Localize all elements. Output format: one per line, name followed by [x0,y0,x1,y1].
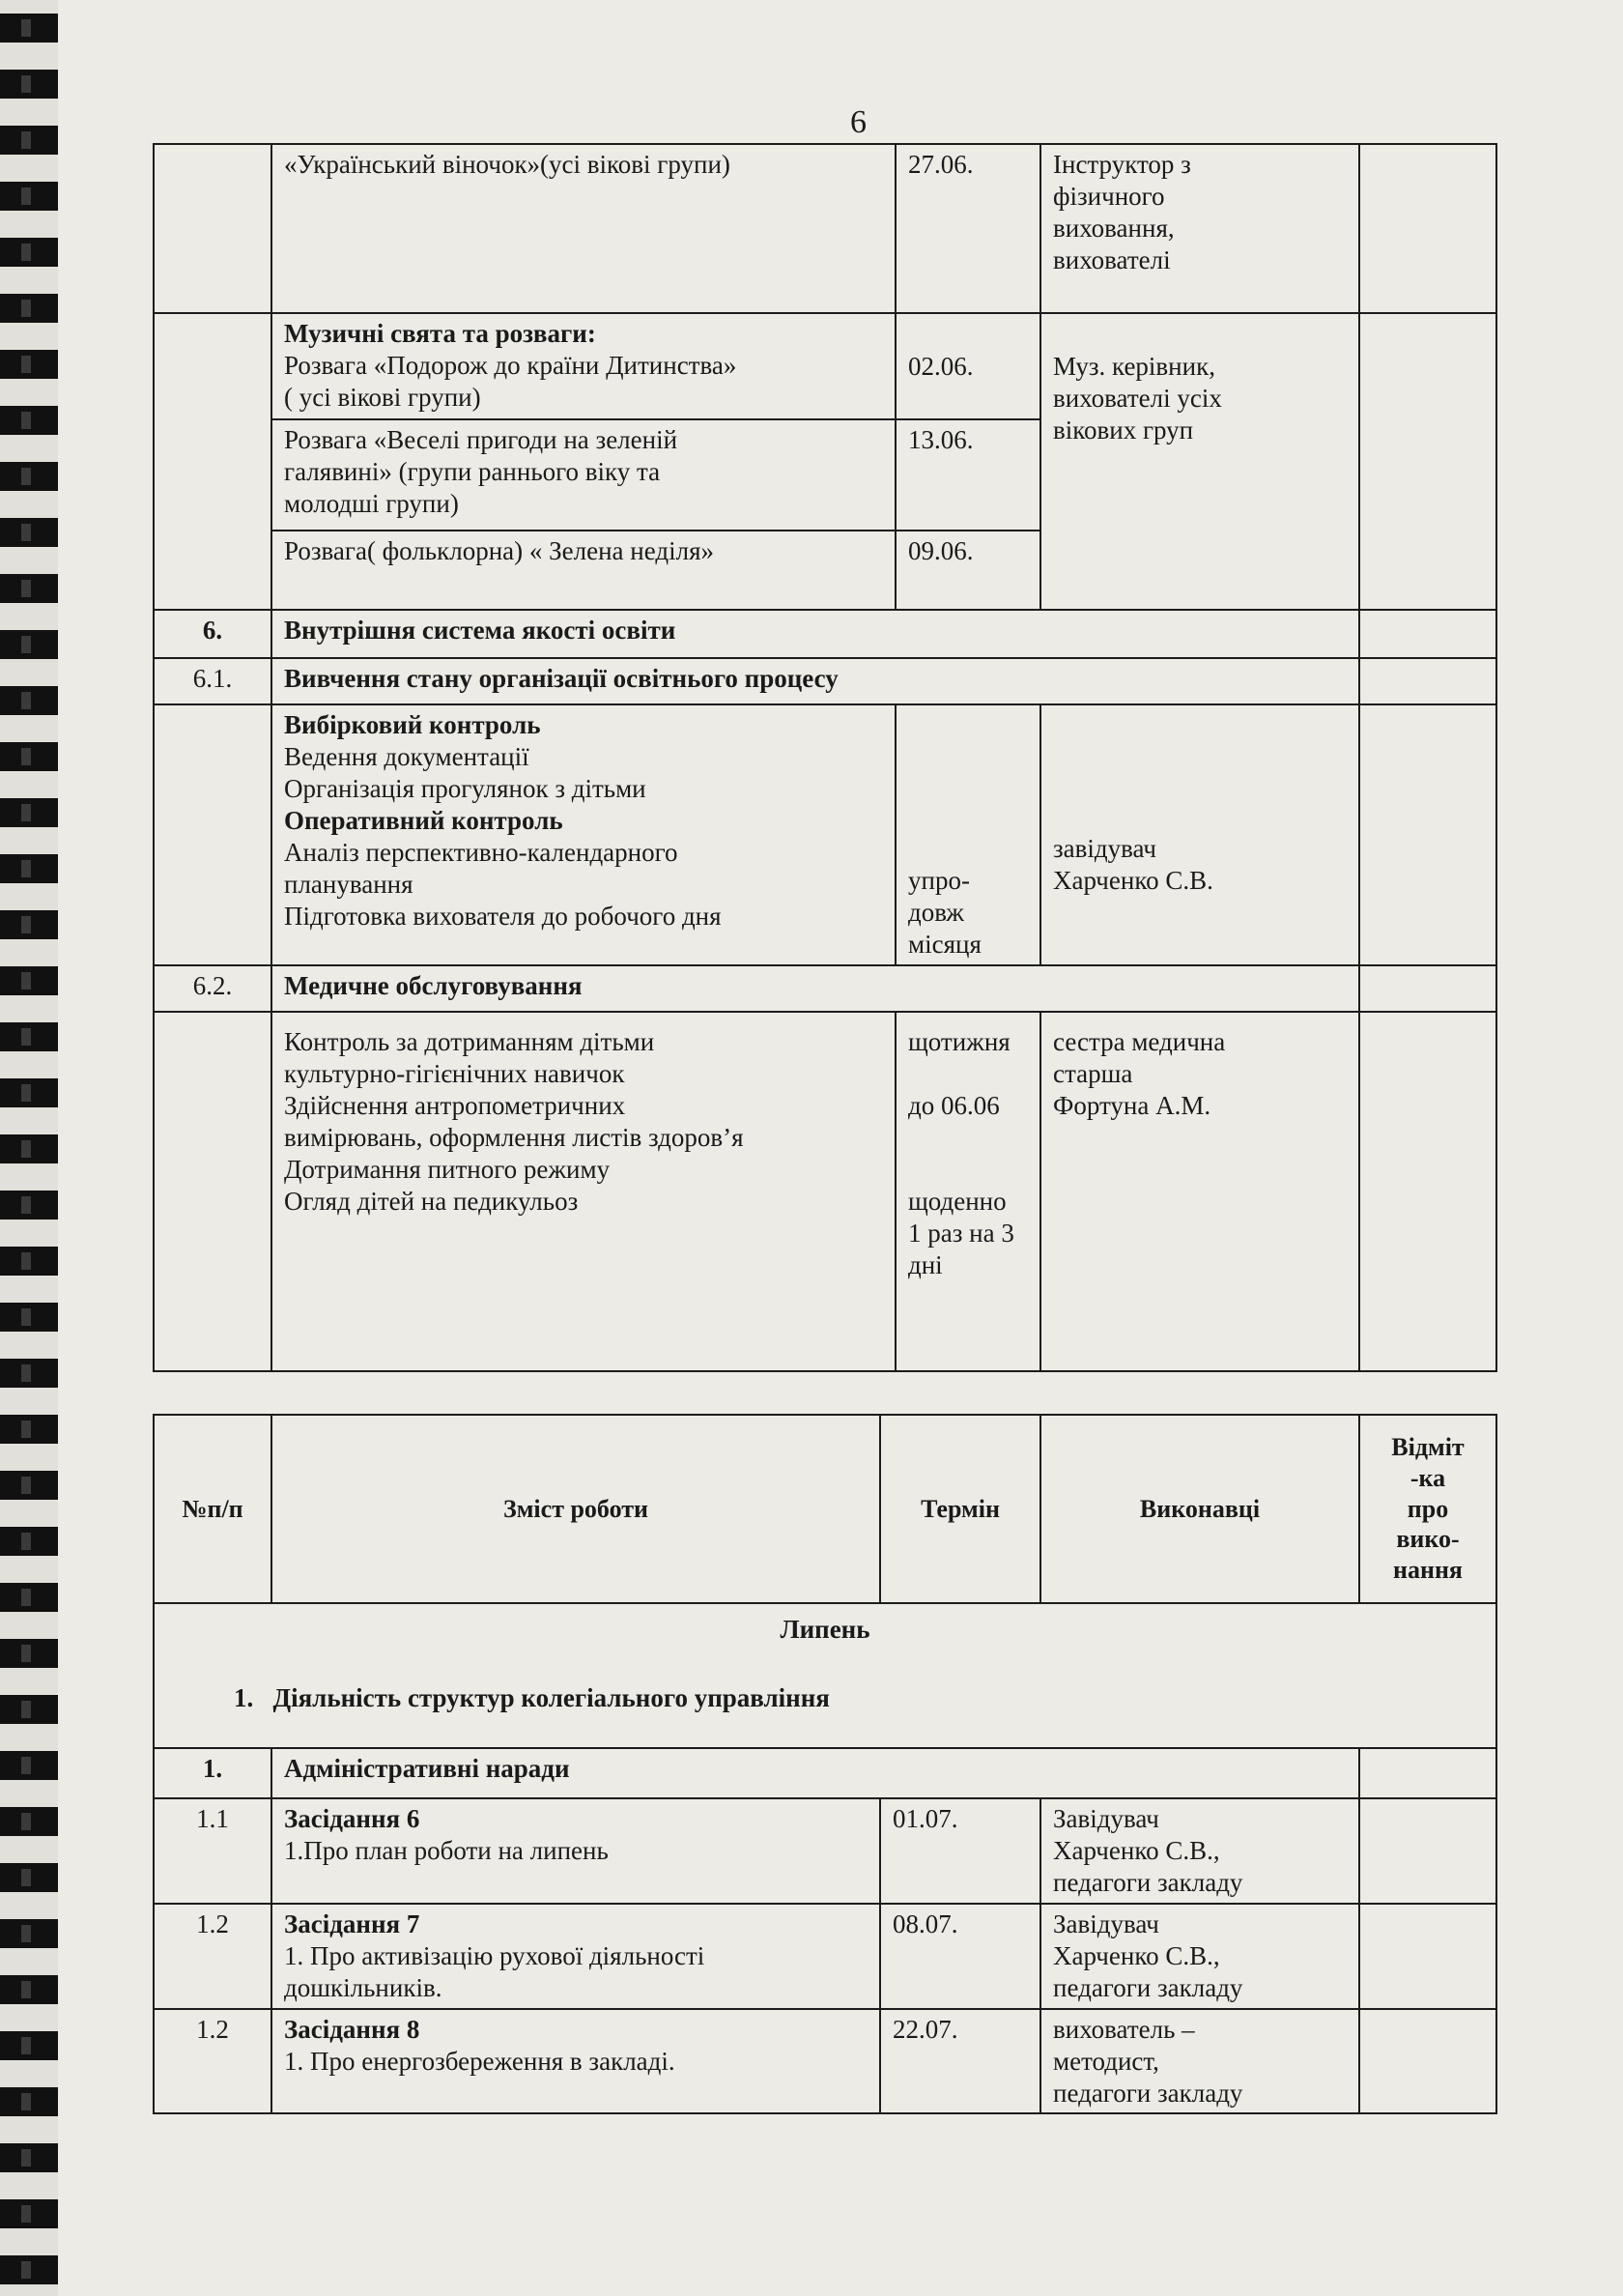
month-row [154,1603,1496,1748]
month-title: Липень [780,1615,870,1644]
section-row: 6.1. Вивчення стану організації освітнього процесу [154,658,1496,704]
term-cell: 13.06. [896,419,1040,531]
section-title: 1. Діяльність структур колегіального управління [234,1682,830,1712]
table-row [154,704,1496,965]
header-content: Зміст роботи [271,1415,880,1603]
content-cell: Розвага «Веселі пригоди на зеленій галявині» (групи раннього віку та молодші групи) [271,419,896,531]
term-cell: 27.06. [896,144,1040,313]
content-cell: Засідання 8 1. Про енергозбереження в закладі. [271,2009,880,2114]
header-num: №п/п [154,1415,271,1603]
content-cell: Засідання 6 1.Про план роботи на липень [271,1798,880,1904]
section-title: Медичне обслуговування [271,965,1359,1012]
term-cell: 22.07. [880,2009,1040,2114]
header-mark: Відміт -ка про вико- нання [1359,1415,1496,1603]
table-row [154,1012,1496,1371]
executors-cell: Інструктор з фізичного виховання, вихователі [1040,144,1359,313]
section-title: Адміністративні наради [271,1748,1359,1798]
term-cell: 09.06. [896,531,1040,610]
section-row: 6. Внутрішня система якості освіти [154,610,1496,658]
table-row [154,313,1496,419]
plan-table-july [153,1414,1497,2114]
content-cell: Музичні свята та розваги: Розвага «Подорож до країни Дитинства» ( усі вікові групи) [271,313,896,419]
term-cell: щотижня до 06.06 щоденно 1 раз на 3 дні [896,1012,1040,1371]
executors-cell: Муз. керівник, вихователі усіх вікових груп [1040,313,1359,610]
content-cell: «Український віночок»(усі вікові групи) [271,144,896,313]
table-header-row [154,1415,1496,1603]
plan-table-june [153,143,1497,1372]
executors-cell: Завідувач Харченко С.В., педагоги закладу [1040,1904,1359,2009]
header-term: Термін [880,1415,1040,1603]
content-cell: Вибірковий контроль Ведення документації Організація прогулянок з дітьми Оперативний контроль Аналіз перспективно-календарного планування Підготовка вихователя до робочого дня [271,704,896,965]
page-number: 6 [850,104,867,140]
header-executors: Виконавці [1040,1415,1359,1603]
section-title: Вивчення стану організації освітнього процесу [271,658,1359,704]
content-cell: Засідання 7 1. Про активізацію рухової діяльності дошкільників. [271,1904,880,2009]
content-cell: Розвага( фольклорна) « Зелена неділя» [271,531,896,610]
executors-cell: вихователь – методист, педагоги закладу [1040,2009,1359,2114]
section-title: Внутрішня система якості освіти [271,610,1359,658]
executors-cell: Завідувач Харченко С.В., педагоги закладу [1040,1798,1359,1904]
section-row: 1. Адміністративні наради [154,1748,1496,1798]
executors-cell: сестра медична старша Фортуна А.М. [1040,1012,1359,1371]
table-row: 1.2 Засідання 8 1. Про енергозбереження в закладі. 22.07. вихователь – методист, педагоги закладу [154,2009,1496,2114]
term-cell: упро- довж місяця [896,704,1040,965]
term-cell: 01.07. [880,1798,1040,1904]
table-row: 1.2 Засідання 7 1. Про активізацію рухової діяльності дошкільників. 08.07. Завідувач Харченко С.В., педагоги закладу [154,1904,1496,2009]
term-cell: 08.07. [880,1904,1040,2009]
term-cell: 02.06. [896,313,1040,419]
table-row [154,144,1496,313]
section-row: 6.2. Медичне обслуговування [154,965,1496,1012]
spiral-binding [0,0,58,2296]
executors-cell: завідувач Харченко С.В. [1040,704,1359,965]
table-row: 1.1 Засідання 6 1.Про план роботи на липень 01.07. Завідувач Харченко С.В., педагоги закладу [154,1798,1496,1904]
content-cell: Контроль за дотриманням дітьми культурно-гігієнічних навичок Здійснення антропометричних вимірювань, оформлення листів здоров’я Дотримання питного режиму Огляд дітей на педикульоз [271,1012,896,1371]
